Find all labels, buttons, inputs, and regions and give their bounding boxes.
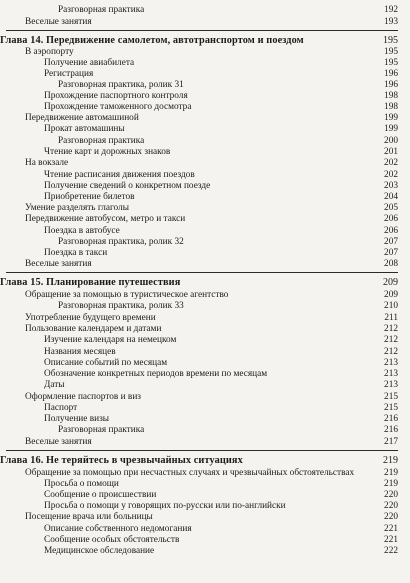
toc-page-number: 202 [384, 170, 398, 180]
toc-page-number: 216 [384, 414, 398, 424]
toc-page-number: 195 [384, 58, 398, 68]
toc-entry-title: Прохождение паспортного контроля [44, 91, 188, 101]
toc-entry-title: Обозначение конкретных периодов времени по месяцам [44, 369, 268, 379]
toc-page-number: 207 [384, 237, 398, 247]
toc-entry-title: Глава 16. Не теряйтесь в чрезвычайных ситуациях [0, 455, 243, 466]
toc-entry[interactable] [0, 490, 410, 501]
toc-entry[interactable] [0, 546, 410, 557]
toc-entry[interactable] [0, 313, 410, 324]
toc-page-number: 206 [384, 214, 398, 224]
toc-entry[interactable] [0, 170, 410, 181]
toc-entry-title: Посещение врача или больницы [25, 512, 153, 522]
toc-page-number: 208 [384, 259, 398, 269]
toc-page-number: 222 [384, 546, 398, 556]
toc-entry-title: Разговорная практика [58, 136, 145, 146]
toc-entry-title: Прокат автомашины [44, 124, 125, 134]
toc-entry-title: Передвижение автобусом, метро и такси [25, 214, 186, 224]
toc-page-number: 217 [384, 437, 398, 447]
toc-entry-title: Глава 15. Планирование путешествия [0, 277, 181, 288]
toc-entry-title: На вокзале [25, 158, 69, 168]
toc-page-number: 221 [384, 535, 398, 545]
toc-page-number: 220 [384, 501, 398, 511]
toc-entry-title: Обращение за помощью при несчастных случаях и чрезвычайных обстоятельствах [25, 468, 355, 478]
toc-entry[interactable] [0, 214, 410, 225]
toc-entry-title: Глава 14. Передвижение самолетом, автотранспортом и поездом [0, 35, 304, 46]
toc-entry[interactable] [0, 301, 410, 312]
toc-page-number: 212 [384, 335, 398, 345]
toc-entry-title: Чтение расписания движения поездов [44, 170, 195, 180]
toc-entry[interactable] [0, 113, 410, 124]
toc-page-number: 196 [384, 69, 398, 79]
toc-entry[interactable] [0, 226, 410, 237]
toc-entry-title: Сообщение особых обстоятельств [44, 535, 180, 545]
toc-entry-title: Получение визы [44, 414, 110, 424]
toc-entry[interactable] [0, 335, 410, 346]
toc-page-number: 195 [383, 35, 398, 46]
toc-entry-title: Получение авиабилета [44, 58, 135, 68]
toc-page-number: 209 [383, 277, 398, 288]
toc-entry-title: Паспорт [44, 403, 78, 413]
toc-entry[interactable] [0, 47, 410, 58]
toc-page-number: 207 [384, 248, 398, 258]
toc-chapter-heading[interactable] [0, 277, 410, 288]
toc-page-number: 219 [384, 468, 398, 478]
toc-entry-title: Разговорная практика [58, 5, 145, 15]
toc-entry-title: Пользование календарем и датами [25, 324, 162, 334]
toc-entry-title: Употребление будущего времени [25, 313, 156, 323]
toc-entry[interactable] [0, 80, 410, 91]
toc-entry[interactable] [0, 347, 410, 358]
toc-page-number: 210 [384, 301, 398, 311]
chapter-divider [6, 450, 398, 451]
toc-entry-title: Веселые занятия [25, 17, 92, 27]
toc-entry[interactable] [0, 358, 410, 369]
toc-entry[interactable] [0, 136, 410, 147]
toc-page-number: 202 [384, 158, 398, 168]
toc-page-number: 193 [384, 17, 398, 27]
toc-entry-title: Просьба о помощи [44, 479, 119, 489]
toc-entry[interactable] [0, 403, 410, 414]
toc-entry-title: Названия месяцев [44, 347, 116, 357]
toc-entry-title: Веселые занятия [25, 259, 92, 269]
toc-page-number: 198 [384, 91, 398, 101]
toc-entry[interactable] [0, 512, 410, 523]
toc-page-number: 221 [384, 524, 398, 534]
toc-entry-title: Разговорная практика, ролик 33 [58, 301, 184, 311]
toc-entry-title: В аэропорту [25, 47, 74, 57]
toc-page-number: 196 [384, 80, 398, 90]
chapter-divider [6, 30, 398, 31]
toc-entry[interactable] [0, 58, 410, 69]
toc-entry[interactable] [0, 17, 410, 28]
toc-entry[interactable] [0, 248, 410, 259]
toc-entry-title: Описание событий по месяцам [44, 358, 168, 368]
toc-page-number: 211 [384, 313, 398, 323]
toc-page-number: 192 [384, 5, 398, 15]
toc-entry-title: Изучение календаря на немецком [44, 335, 177, 345]
toc-entry[interactable] [0, 392, 410, 403]
toc-entry[interactable] [0, 124, 410, 135]
toc-page-number: 215 [384, 392, 398, 402]
toc-entry[interactable] [0, 237, 410, 248]
toc-entry[interactable] [0, 479, 410, 490]
toc-entry-title: Разговорная практика [58, 425, 145, 435]
toc-entry[interactable] [0, 535, 410, 546]
toc-entry-title: Обращение за помощью в туристическое агентство [25, 290, 229, 300]
toc-page-number: 204 [384, 192, 398, 202]
toc-page-number: 198 [384, 102, 398, 112]
toc-entry[interactable] [0, 290, 410, 301]
toc-entry-title: Разговорная практика, ролик 31 [58, 80, 184, 90]
toc-entry[interactable] [0, 69, 410, 80]
toc-entry[interactable] [0, 324, 410, 335]
toc-entry-title: Поездка в такси [44, 248, 108, 258]
toc-page-number: 219 [383, 455, 398, 466]
toc-page-number: 213 [384, 358, 398, 368]
toc-entry[interactable] [0, 5, 410, 16]
toc-entry[interactable] [0, 524, 410, 535]
toc-page-number: 213 [384, 380, 398, 390]
toc-entry[interactable] [0, 147, 410, 158]
toc-entry[interactable] [0, 501, 410, 512]
toc-entry[interactable] [0, 102, 410, 113]
toc-entry-title: Регистрация [44, 69, 94, 79]
toc-entry-title: Умение разделять глаголы [25, 203, 129, 213]
toc-entry[interactable] [0, 437, 410, 448]
toc-page-number: 216 [384, 425, 398, 435]
toc-entry[interactable] [0, 158, 410, 169]
toc-page-number: 200 [384, 136, 398, 146]
toc-entry-title: Медицинское обследование [44, 546, 155, 556]
toc-page-number: 203 [384, 181, 398, 191]
toc-chapter-heading[interactable] [0, 455, 410, 466]
toc-entry[interactable] [0, 259, 410, 270]
toc-entry-title: Оформление паспортов и виз [25, 392, 141, 402]
chapter-divider [6, 272, 398, 273]
toc-entry[interactable] [0, 181, 410, 192]
toc-page-number: 219 [384, 479, 398, 489]
toc-entry-title: Просьба о помощи у говорящих по-русски или по-английски [44, 501, 286, 511]
toc-page-number: 220 [384, 512, 398, 522]
toc-page-number: 201 [384, 147, 398, 157]
toc-page-number: 195 [384, 47, 398, 57]
toc-entry[interactable] [0, 380, 410, 391]
toc-entry-title: Даты [44, 380, 65, 390]
toc-entry-title: Передвижение автомашиной [25, 113, 139, 123]
toc-entry[interactable] [0, 91, 410, 102]
toc-entry[interactable] [0, 414, 410, 425]
toc-page-number: 213 [384, 369, 398, 379]
toc-page-number: 220 [384, 490, 398, 500]
toc-page-number: 209 [384, 290, 398, 300]
toc-entry[interactable] [0, 468, 410, 479]
toc-page-number: 199 [384, 113, 398, 123]
toc-page-number: 205 [384, 203, 398, 213]
toc-entry-title: Описание собственного недомогания [44, 524, 192, 534]
toc-entry-title: Чтение карт и дорожных знаков [44, 147, 171, 157]
toc-entry-title: Прохождение таможенного досмотра [44, 102, 192, 112]
toc-entry[interactable] [0, 425, 410, 436]
toc-entry-title: Разговорная практика, ролик 32 [58, 237, 184, 247]
toc-entry[interactable] [0, 203, 410, 214]
toc-entry-title: Веселые занятия [25, 437, 92, 447]
toc-entry-title: Сообщение о происшествии [44, 490, 157, 500]
toc-entry-title: Получение сведений о конкретном поезде [44, 181, 211, 191]
toc-page-number: 212 [384, 324, 398, 334]
toc-page-number: 199 [384, 124, 398, 134]
toc-chapter-heading[interactable] [0, 35, 410, 46]
toc-entry-title: Поездка в автобусе [44, 226, 120, 236]
toc-page-number: 215 [384, 403, 398, 413]
toc-entry[interactable] [0, 192, 410, 203]
toc-entry[interactable] [0, 369, 410, 380]
toc-page-number: 206 [384, 226, 398, 236]
toc-entry-title: Приобретение билетов [44, 192, 135, 202]
toc-page-number: 212 [384, 347, 398, 357]
